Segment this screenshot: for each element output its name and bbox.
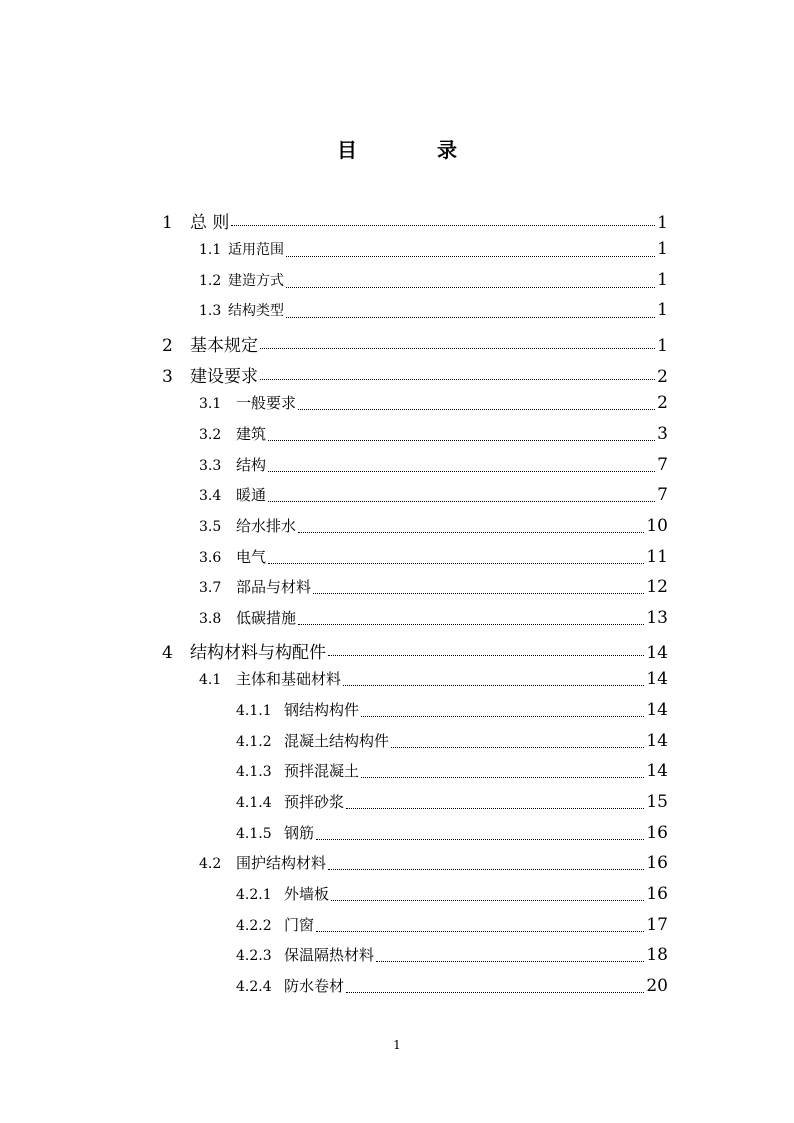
toc-entry-label: 预拌混凝土: [284, 762, 360, 780]
toc-entry-label: 混凝土结构构件: [284, 732, 390, 750]
toc-entry-page: 7: [657, 485, 668, 505]
toc-entry-page: 17: [646, 915, 668, 935]
toc-entry-page: 2: [657, 393, 668, 413]
dot-leader: [268, 439, 655, 441]
toc-entry-page: 20: [646, 976, 668, 996]
toc-entry-label: 基本规定: [190, 336, 258, 356]
toc-entry[interactable]: [199, 546, 668, 570]
toc-entry[interactable]: [236, 760, 668, 784]
toc-entry-page: 3: [657, 424, 668, 444]
toc-entry[interactable]: [236, 730, 668, 754]
toc-entry-label: 建筑: [236, 425, 267, 443]
toc-entry-label: 预拌砂浆: [284, 793, 345, 811]
toc-entry-page: 1: [657, 270, 668, 290]
toc-entry-page: 14: [646, 731, 668, 751]
toc-entry-page: 14: [646, 643, 668, 663]
toc-entry[interactable]: [199, 239, 668, 263]
toc-entry-label: 钢结构构件: [284, 701, 360, 719]
toc-entry-page: 13: [646, 608, 668, 628]
toc-entry-label: 外墙板: [284, 885, 330, 903]
toc-entry[interactable]: [236, 883, 668, 907]
dot-leader: [286, 255, 655, 257]
toc-entry-page: 14: [646, 669, 668, 689]
toc-entry-label: 低碳措施: [236, 609, 297, 627]
toc-entry-page: 1: [657, 336, 668, 356]
toc-entry-number: 3.4: [199, 488, 222, 504]
toc-entry-number: 1.2: [199, 273, 222, 289]
toc-entry[interactable]: [162, 208, 668, 232]
toc-entry-page: 2: [657, 367, 668, 387]
dot-leader: [361, 776, 644, 778]
dot-leader: [328, 654, 644, 656]
toc-entry-page: 16: [646, 823, 668, 843]
dot-leader: [316, 838, 644, 840]
toc-entry-label: 总 则: [190, 213, 230, 233]
toc-entry-page: 12: [646, 577, 668, 597]
toc-entry-page: 1: [657, 239, 668, 259]
dot-leader: [313, 592, 644, 594]
dot-leader: [268, 500, 655, 502]
dot-leader: [331, 899, 644, 901]
toc-entry[interactable]: [236, 944, 668, 968]
toc-entry[interactable]: [199, 668, 668, 692]
toc-entry-number: 4.1.5: [236, 826, 272, 842]
toc-entry[interactable]: [236, 822, 668, 846]
toc-entry[interactable]: [236, 975, 668, 999]
dot-leader: [391, 746, 644, 748]
toc-entry-number: 3.7: [199, 580, 222, 596]
toc-entry-number: 3.2: [199, 427, 222, 443]
toc-entry[interactable]: [199, 607, 668, 631]
dot-leader: [268, 562, 644, 564]
toc-entry[interactable]: [236, 699, 668, 723]
toc-entry-number: 1.3: [199, 303, 222, 319]
toc-entry-label: 一般要求: [236, 394, 297, 412]
toc-entry-label: 适用范围: [228, 242, 284, 258]
toc-entry-number: 2: [162, 336, 173, 356]
dot-leader: [260, 347, 655, 349]
toc-entry-page: 10: [646, 516, 668, 536]
toc-entry-label: 电气: [236, 548, 267, 566]
toc-entry-label: 结构类型: [228, 303, 284, 319]
toc-entry-number: 1.1: [199, 242, 222, 258]
dot-leader: [298, 408, 655, 410]
dot-leader: [260, 378, 655, 380]
toc-entry[interactable]: [199, 515, 668, 539]
toc-entry-number: 4: [162, 643, 173, 663]
toc-entry[interactable]: [199, 484, 668, 508]
dot-leader: [316, 930, 644, 932]
dot-leader: [346, 991, 644, 993]
toc-entry-label: 建造方式: [228, 273, 284, 289]
toc-entry-label: 防水卷材: [284, 977, 345, 995]
dot-leader: [361, 715, 644, 717]
toc-entry-page: 16: [646, 853, 668, 873]
toc-entry-number: 4.2.1: [236, 887, 272, 903]
dot-leader: [268, 470, 655, 472]
toc-entry-label: 部品与材料: [236, 578, 312, 596]
toc-entry-number: 4.1.1: [236, 703, 272, 719]
toc-entry-label: 门窗: [284, 916, 315, 934]
toc-entry[interactable]: [199, 576, 668, 600]
toc-entry-label: 钢筋: [284, 824, 315, 842]
toc-entry-number: 4.2.3: [236, 948, 272, 964]
dot-leader: [328, 868, 644, 870]
toc-entry-number: 3.8: [199, 611, 222, 627]
toc-entry-page: 11: [646, 547, 668, 567]
dot-leader: [343, 684, 644, 686]
toc-entry-page: 14: [646, 700, 668, 720]
toc-entry-page: 18: [646, 945, 668, 965]
dot-leader: [376, 960, 644, 962]
toc-entry-label: 暖通: [236, 486, 267, 504]
toc-entry-label: 主体和基础材料: [236, 670, 342, 688]
toc-entry-page: 1: [657, 300, 668, 320]
dot-leader: [231, 224, 655, 226]
toc-entry-number: 1: [162, 213, 173, 233]
toc-entry-label: 给水排水: [236, 517, 297, 535]
toc-entry-label: 围护结构材料: [236, 854, 327, 872]
toc-entry[interactable]: [162, 331, 668, 355]
toc-entry[interactable]: [236, 914, 668, 938]
toc-entry[interactable]: [199, 300, 668, 324]
toc-entry[interactable]: [162, 362, 668, 386]
toc-entry[interactable]: [199, 852, 668, 876]
toc-entry[interactable]: [199, 423, 668, 447]
page-number: 1: [393, 1038, 401, 1052]
dot-leader: [286, 316, 655, 318]
toc-entry-page: 1: [657, 213, 668, 233]
toc-entry-page: 14: [646, 761, 668, 781]
toc-entry-number: 4.1: [199, 672, 222, 688]
toc-entry-number: 4.1.2: [236, 734, 272, 750]
toc-entry-number: 4.2.2: [236, 918, 272, 934]
toc-entry-number: 4.1.4: [236, 795, 272, 811]
toc-entry-number: 4.2.4: [236, 979, 272, 995]
toc-entry-label: 建设要求: [190, 367, 258, 387]
toc-entry-number: 3: [162, 367, 173, 387]
toc-entry-page: 15: [646, 792, 668, 812]
toc-entry[interactable]: [162, 638, 668, 662]
toc-entry-number: 3.6: [199, 550, 222, 566]
toc-entry-number: 3.1: [199, 396, 222, 412]
toc-entry-number: 4.2: [199, 856, 222, 872]
dot-leader: [346, 807, 644, 809]
toc-entry-page: 7: [657, 455, 668, 475]
toc-entry-number: 4.1.3: [236, 764, 272, 780]
toc-entry[interactable]: [199, 270, 668, 294]
toc-entry[interactable]: [236, 791, 668, 815]
dot-leader: [298, 531, 644, 533]
toc-entry-number: 3.5: [199, 519, 222, 535]
toc-entry-label: 结构材料与构配件: [190, 643, 326, 663]
toc-entry-label: 结构: [236, 456, 267, 474]
toc-entry-label: 保温隔热材料: [284, 946, 375, 964]
dot-leader: [286, 286, 655, 288]
toc-entry-number: 3.3: [199, 458, 222, 474]
dot-leader: [298, 623, 644, 625]
toc-entry-page: 16: [646, 884, 668, 904]
page-title: 目 录: [337, 138, 487, 162]
toc-entry[interactable]: [199, 454, 668, 478]
toc-entry[interactable]: [199, 392, 668, 416]
